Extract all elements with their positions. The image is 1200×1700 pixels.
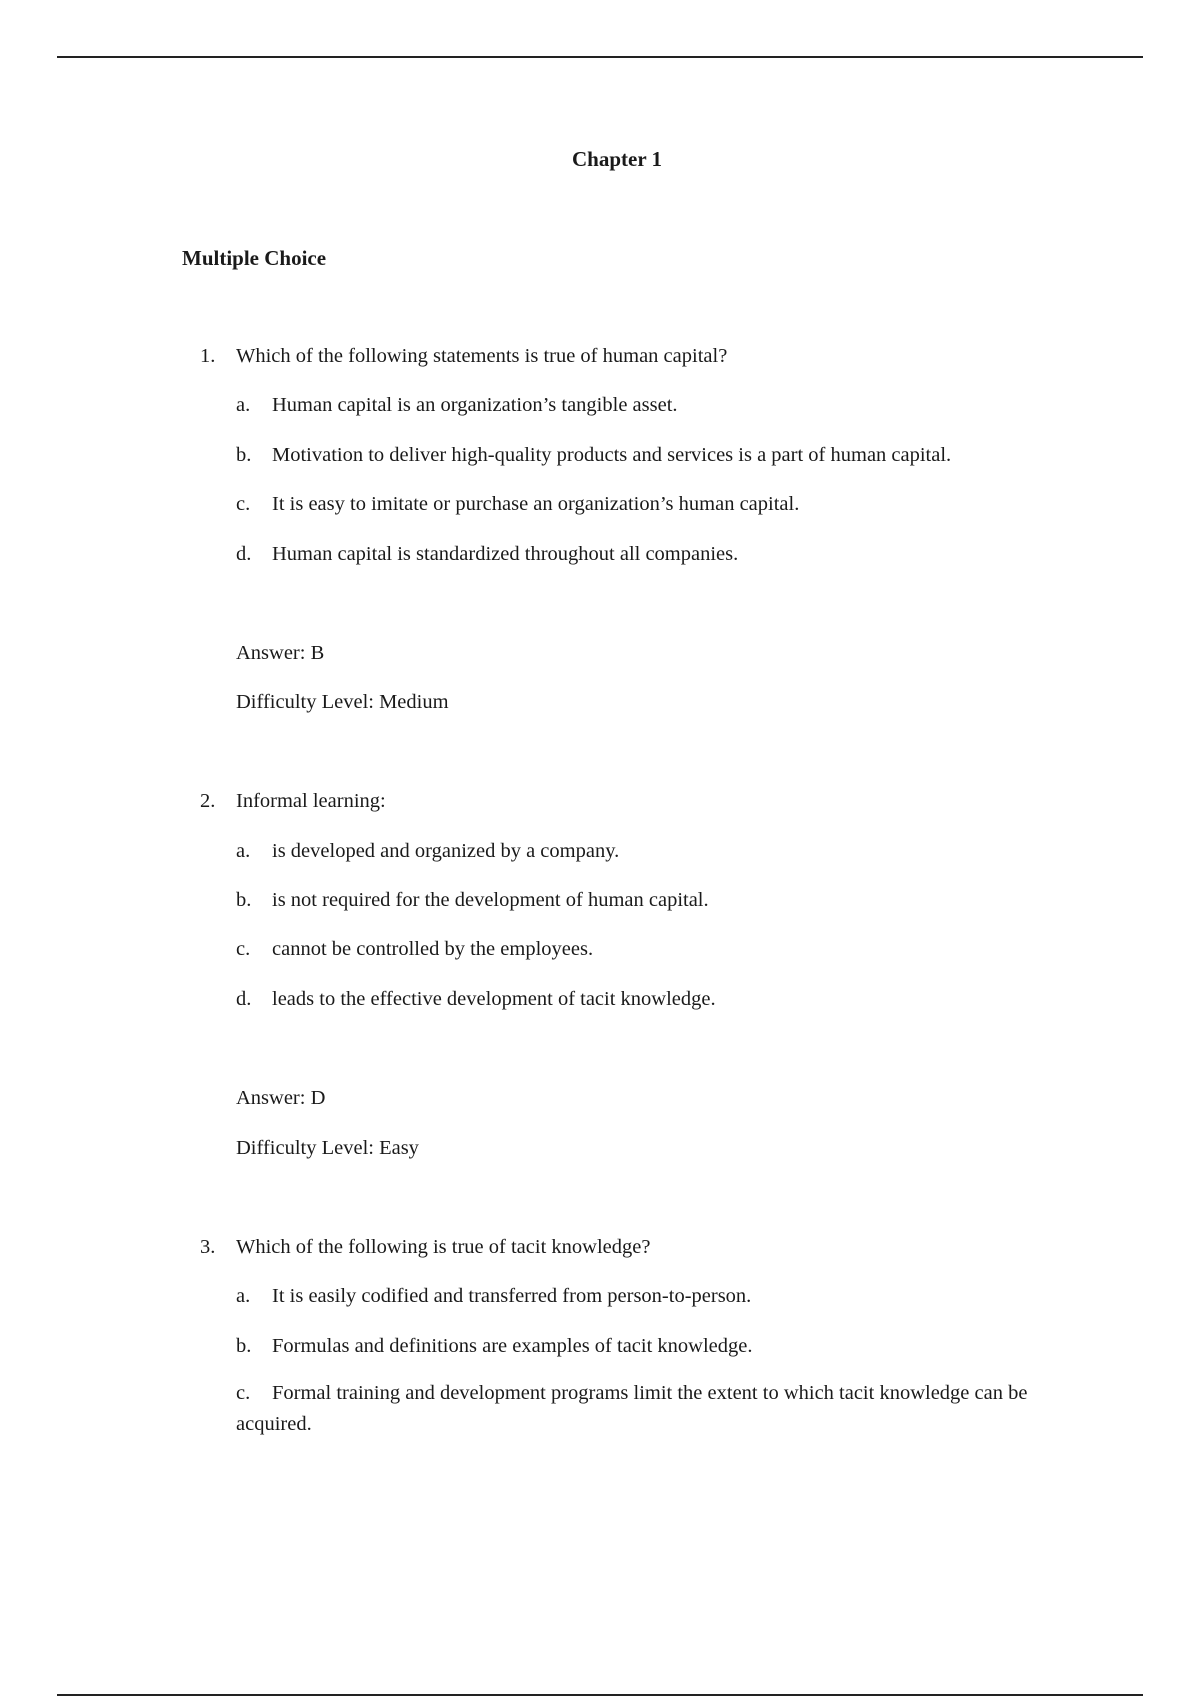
answer-text: Answer: D xyxy=(236,1087,326,1109)
bottom-rule xyxy=(57,1694,1143,1696)
question-text: Which of the following statements is true of human capital? xyxy=(236,345,728,367)
question-number: 2. xyxy=(200,790,216,812)
question-number: 1. xyxy=(200,345,216,367)
option-text: leads to the effective development of tacit knowledge. xyxy=(272,988,716,1010)
difficulty-text: Difficulty Level: Medium xyxy=(236,691,449,713)
answer-text: Answer: B xyxy=(236,642,325,664)
option-letter: c. xyxy=(236,493,251,515)
option-text: It is easily codified and transferred from person-to-person. xyxy=(272,1285,752,1307)
option-text: Human capital is an organization’s tangible asset. xyxy=(272,394,678,416)
option-letter: b. xyxy=(236,1335,252,1357)
option-letter: d. xyxy=(236,988,252,1010)
option-letter: a. xyxy=(236,1285,251,1307)
difficulty-text: Difficulty Level: Easy xyxy=(236,1137,419,1159)
option-3c xyxy=(236,1378,1036,1440)
option-text: cannot be controlled by the employees. xyxy=(272,938,594,960)
option-text: Motivation to deliver high-quality products and services is a part of human capital. xyxy=(272,444,952,466)
option-text: Formal training and development programs limit the extent to which tacit knowledge can be acquired. xyxy=(236,1382,1028,1435)
chapter-title: Chapter 1 xyxy=(571,147,663,171)
option-text: It is easy to imitate or purchase an organization’s human capital. xyxy=(272,493,800,515)
option-text: Human capital is standardized throughout all companies. xyxy=(272,543,739,565)
option-letter: a. xyxy=(236,394,251,416)
option-text: is not required for the development of human capital. xyxy=(272,889,709,911)
option-letter: d. xyxy=(236,543,252,565)
section-title: Multiple Choice xyxy=(182,246,327,270)
option-letter: c. xyxy=(236,1382,251,1404)
question-text: Which of the following is true of tacit knowledge? xyxy=(236,1236,651,1258)
option-letter: b. xyxy=(236,444,252,466)
option-letter: b. xyxy=(236,889,252,911)
question-number: 3. xyxy=(200,1236,216,1258)
option-letter: a. xyxy=(236,840,251,862)
option-text: is developed and organized by a company. xyxy=(272,840,620,862)
option-text: Formulas and definitions are examples of tacit knowledge. xyxy=(272,1335,753,1357)
question-text: Informal learning: xyxy=(236,790,386,812)
option-letter: c. xyxy=(236,938,251,960)
